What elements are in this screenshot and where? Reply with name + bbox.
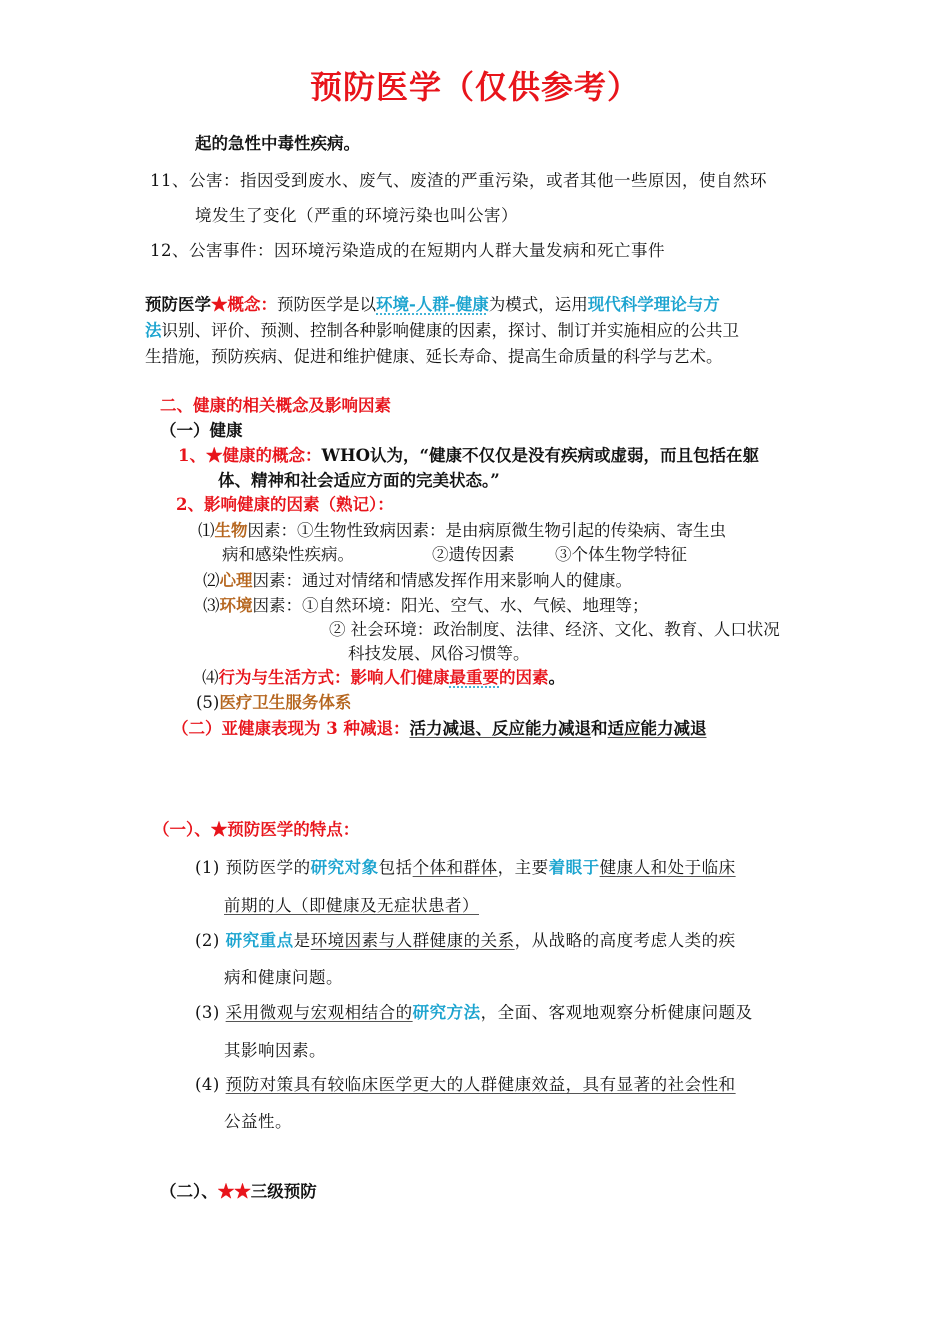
subhealth-decline-2: 适应能力减退	[607, 719, 707, 738]
factor-medical	[196, 692, 351, 714]
three-level-stars: ★★	[217, 1182, 251, 1201]
item-11-number: 11、	[150, 171, 189, 190]
factor-biological-cont	[222, 544, 687, 566]
feature-1-target: 健康人和处于临床	[599, 858, 736, 877]
three-level-heading	[160, 1181, 317, 1203]
concept-line-2	[145, 320, 739, 342]
feature-2-text-b: ，从战略的高度考虑人类的疾	[514, 931, 736, 950]
factor-1-genetic: ②遗传因素	[432, 545, 515, 564]
concept-text-2: 为模式，运用	[488, 295, 588, 314]
feature-2	[195, 930, 736, 952]
feature-3	[195, 1002, 753, 1024]
feature-3-number: (3)	[195, 1003, 220, 1022]
feature-4-cont: 公益性。	[224, 1112, 292, 1131]
feature-2-text-a: 是	[293, 931, 311, 950]
factor-environment-cont: 科技发展、风俗习惯等。	[348, 644, 530, 663]
factor-1-key: 生物	[214, 521, 248, 540]
factor-5-number: (5)	[196, 693, 220, 712]
subhealth-decline-1: 活力减退、反应能力减退	[409, 719, 591, 738]
factor-3-number: ⑶	[203, 596, 220, 615]
feature-1-text-a: 预防医学的	[225, 858, 311, 877]
factor-1-text: 因素：①生物性致病因素：是由病原微生物引起的传染病、寄生虫	[247, 521, 726, 540]
feature-4	[195, 1074, 736, 1096]
subhealth-line	[172, 718, 706, 740]
item-12-number: 12、	[150, 241, 189, 260]
factor-2-key: 心理	[219, 571, 253, 590]
feature-2-number: (2)	[195, 931, 220, 950]
factors-heading: 2、影响健康的因素（熟记）：	[176, 495, 394, 514]
features-heading: （一）、★预防医学的特点：	[153, 820, 360, 839]
concept-method-end: 法	[145, 321, 162, 340]
section-2-heading: 二、健康的相关概念及影响因素	[160, 396, 391, 415]
health-definition-line-2: 体、精神和社会适应方面的完美状态。”	[218, 471, 500, 490]
item-11	[150, 170, 767, 192]
concept-method: 现代科学理论与方	[587, 295, 720, 314]
feature-1-text-c: ，主要	[497, 858, 549, 877]
feature-2-research-focus: 研究重点	[225, 931, 294, 950]
feature-1-research-object: 研究对象	[310, 858, 379, 877]
feature-4-number: (4)	[195, 1075, 220, 1094]
factor-4-text: 行为与生活方式：影响人们健康	[218, 668, 450, 687]
factor-4-text-b: 的因素	[499, 668, 549, 687]
factor-5-text: 医疗卫生服务体系	[219, 693, 352, 712]
three-level-label: （二）、	[160, 1182, 218, 1201]
factor-2-text: 因素：通过对情绪和情感发挥作用来影响人的健康。	[252, 571, 632, 590]
subhealth-label: （二）亚健康表现为 3 种减退：	[172, 719, 410, 738]
feature-1	[195, 857, 736, 879]
concept-line-1	[145, 294, 720, 316]
factor-environment	[203, 595, 649, 617]
factor-1-text-b: 病和感染性疾病。	[222, 545, 354, 564]
factor-1-number: ⑴	[198, 521, 215, 540]
feature-1-number: (1)	[195, 858, 220, 877]
feature-3-text-a: ，全面、客观地观察分析健康问题及	[480, 1003, 753, 1022]
feature-3-micro-macro: 采用微观与宏观相结合的	[225, 1003, 413, 1022]
feature-4-text: 预防对策具有较临床医学更大的人群健康效益，具有显著的社会性和	[225, 1075, 736, 1094]
factor-4-end: 。	[548, 668, 565, 687]
feature-3-cont: 其影响因素。	[224, 1041, 326, 1060]
item-12-text: 公害事件：因环境污染造成的在短期内人群大量发病和死亡事件	[189, 241, 665, 260]
concept-model: 环境-人群-健康	[376, 295, 489, 314]
concept-label: 预防医学	[145, 295, 211, 314]
factor-2-number: ⑵	[203, 571, 220, 590]
feature-2-cont: 病和健康问题。	[224, 968, 343, 987]
concept-line-3: 生措施，预防疾病、促进和维护健康、延长寿命、提高生命质量的科学与艺术。	[145, 347, 723, 366]
three-level-text: 三级预防	[250, 1182, 317, 1201]
subhealth-and: 和	[590, 719, 608, 738]
feature-1-focus: 着眼于	[548, 858, 600, 877]
intro-continuation: 起的急性中毒性疾病。	[195, 134, 360, 153]
factor-environment-social: ② 社会环境：政治制度、法律、经济、文化、教育、人口状况	[329, 620, 780, 639]
factor-4-number: ⑷	[202, 668, 219, 687]
health-subheading: （一）健康	[160, 421, 243, 440]
factor-3-text: 因素：①自然环境：阳光、空气、水、气候、地理等；	[252, 596, 649, 615]
feature-1-cont: 前期的人（即健康及无症状患者）	[224, 896, 479, 915]
factor-4-key: 最重要	[449, 668, 499, 687]
feature-1-individual-group: 个体和群体	[412, 858, 498, 877]
health-definition-text: WHO认为，“健康不仅仅是没有疾病或虚弱，而且包括在躯	[321, 446, 759, 465]
factor-biological	[198, 520, 726, 542]
factor-behavior	[202, 667, 565, 689]
factor-3-key: 环境	[219, 596, 253, 615]
item-11-text: 公害：指因受到废水、废气、废渣的严重污染，或者其他一些原因，使自然环	[189, 171, 767, 190]
page-title: 预防医学（仅供参考）	[309, 68, 640, 106]
item-12	[150, 240, 665, 262]
concept-text-1: 预防医学是以	[277, 295, 376, 314]
feature-2-relation: 环境因素与人群健康的关系	[310, 931, 515, 950]
health-definition-label: 1、★健康的概念：	[178, 446, 322, 465]
factor-psychological	[203, 570, 632, 592]
feature-3-research-method: 研究方法	[412, 1003, 481, 1022]
concept-text-3: 识别、评价、预测、控制各种影响健康的因素，探讨、制订并实施相应的公共卫	[161, 321, 739, 340]
health-definition-line-1	[178, 445, 759, 467]
factor-1-individual: ③个体生物学特征	[555, 545, 687, 564]
feature-1-text-b: 包括	[378, 858, 413, 877]
concept-star-label: ★概念：	[211, 295, 277, 314]
item-11-cont: 境发生了变化（严重的环境污染也叫公害）	[195, 206, 518, 225]
